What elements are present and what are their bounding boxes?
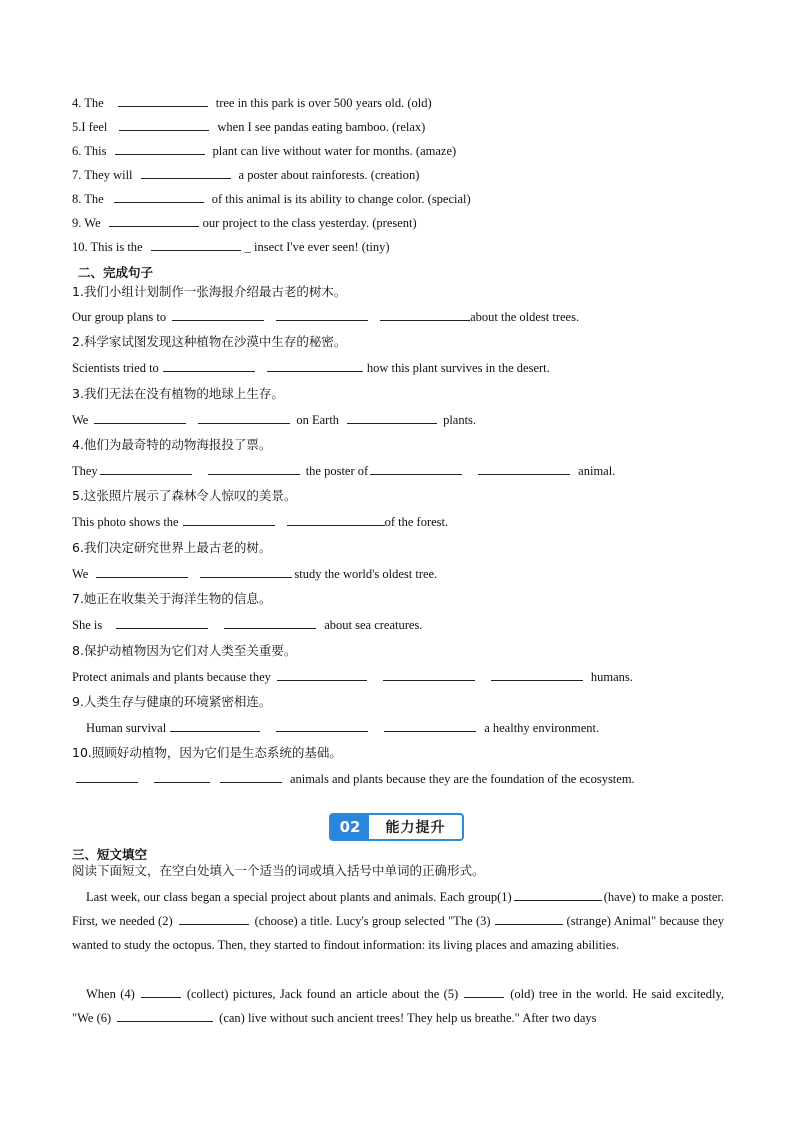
answer-blank[interactable] — [384, 719, 476, 732]
chinese-prompt: 6.我们决定研究世界上最古老的树。 — [72, 540, 272, 555]
answer-blank[interactable] — [380, 308, 470, 321]
sentence-line — [72, 719, 724, 737]
chinese-prompt: 4.他们为最奇特的动物海报投了票。 — [72, 437, 272, 452]
chinese-prompt: 8.保护动植物因为它们对人类至关重要。 — [72, 643, 297, 658]
sentence-line — [72, 462, 724, 480]
exercise-item — [72, 94, 724, 112]
answer-blank[interactable] — [76, 770, 138, 783]
item-prefix: 8. The — [72, 192, 104, 206]
exercise-item — [72, 214, 724, 232]
answer-blank[interactable] — [276, 308, 368, 321]
section-heading: 三、短文填空 — [72, 847, 148, 862]
answer-blank[interactable] — [151, 238, 241, 251]
item-prefix: 4. The — [72, 96, 104, 110]
answer-blank[interactable] — [118, 94, 208, 107]
answer-blank-6[interactable] — [117, 1009, 213, 1022]
answer-blank-5[interactable] — [464, 985, 504, 998]
sentence-line — [72, 770, 724, 788]
answer-blank-3[interactable] — [495, 912, 563, 925]
item-prefix: 10. This is the — [72, 240, 143, 254]
passage-text: (strange) Animal" because they wanted to study the octopus. Then, they started to findout information: its living places and amazing abilities. — [72, 914, 724, 952]
chinese-prompt: 5.这张照片展示了森林令人惊叹的美景。 — [72, 488, 297, 503]
exercise-item — [72, 118, 724, 136]
answer-blank[interactable] — [94, 411, 186, 424]
sentence-text: Human survival — [86, 721, 167, 735]
answer-blank[interactable] — [183, 513, 275, 526]
chinese-prompt: 10.照顾好动植物，因为它们是生态系统的基础。 — [72, 745, 342, 760]
sentence-text: Protect animals and plants because they — [72, 670, 271, 684]
badge-label: 能力提升 — [385, 820, 446, 836]
sentence-line — [72, 616, 724, 634]
answer-blank[interactable] — [163, 359, 255, 372]
sentence-text: We — [72, 413, 89, 427]
sentence-text: animal. — [578, 464, 616, 478]
exercise-item — [72, 190, 724, 208]
sentence-text: a healthy environment. — [484, 721, 600, 735]
answer-blank[interactable] — [114, 190, 204, 203]
passage-text: (collect) pictures, Jack found an article about the (5) — [186, 987, 459, 1001]
answer-blank[interactable] — [224, 616, 316, 629]
sentence-text: of the forest. — [384, 515, 449, 529]
answer-blank[interactable] — [370, 462, 462, 475]
answer-blank-2[interactable] — [179, 912, 249, 925]
passage-text: Last week, our class began a special project about plants and animals. Each group(1) — [86, 890, 512, 904]
section-badge — [329, 813, 464, 841]
sentence-line — [72, 565, 724, 583]
sentence-line — [72, 308, 724, 326]
sentence-text: She is — [72, 618, 103, 632]
answer-blank[interactable] — [141, 166, 231, 179]
answer-blank[interactable] — [100, 462, 192, 475]
sentence-text: the poster of — [305, 464, 369, 478]
chinese-prompt: 2.科学家试图发现这种植物在沙漠中生存的秘密。 — [72, 334, 347, 349]
answer-blank[interactable] — [115, 142, 205, 155]
sentence-text: study the world's oldest tree. — [294, 567, 438, 581]
item-prefix: 7. They will — [72, 168, 133, 182]
sentence-text: Scientists tried to — [72, 361, 159, 375]
answer-blank[interactable] — [383, 668, 475, 681]
answer-blank-1[interactable] — [514, 888, 602, 901]
answer-blank[interactable] — [96, 565, 188, 578]
answer-blank[interactable] — [276, 719, 368, 732]
answer-blank[interactable] — [154, 770, 210, 783]
chinese-prompt: 1.我们小组计划制作一张海报介绍最古老的树木。 — [72, 284, 347, 299]
instruction-text: 阅读下面短文，在空白处填入一个适当的词或填入括号中单词的正确形式。 — [72, 863, 485, 878]
sentence-text: animals and plants because they are the foundation of the ecosystem. — [290, 772, 635, 786]
passage-paragraph — [72, 885, 724, 957]
chinese-prompt: 7.她正在收集关于海洋生物的信息。 — [72, 591, 272, 606]
sentence-text: They — [72, 464, 98, 478]
answer-blank[interactable] — [347, 411, 437, 424]
badge-number: 02 — [331, 815, 369, 839]
exercise-item — [72, 142, 724, 160]
item-suffix: tree in this park is over 500 years old. (old) — [215, 96, 432, 110]
answer-blank[interactable] — [277, 668, 367, 681]
item-prefix: 5.I feel — [72, 120, 108, 134]
answer-blank[interactable] — [198, 411, 290, 424]
exercise-item — [72, 166, 724, 184]
answer-blank[interactable] — [109, 214, 199, 227]
item-suffix: our project to the class yesterday. (present) — [202, 216, 417, 230]
item-prefix: 9. We — [72, 216, 101, 230]
passage-text: (can) live without such ancient trees! They help us breathe." After two days — [219, 1011, 597, 1025]
answer-blank[interactable] — [491, 668, 583, 681]
answer-blank[interactable] — [478, 462, 570, 475]
answer-blank[interactable] — [208, 462, 300, 475]
item-suffix: plant can live without water for months. (amaze) — [212, 144, 457, 158]
item-suffix: _ insect I've ever seen! (tiny) — [244, 240, 390, 254]
sentence-text: about sea creatures. — [324, 618, 423, 632]
answer-blank[interactable] — [287, 513, 385, 526]
answer-blank[interactable] — [119, 118, 209, 131]
item-prefix: 6. This — [72, 144, 107, 158]
answer-blank[interactable] — [267, 359, 363, 372]
section-heading: 二、完成句子 — [78, 265, 154, 280]
sentence-text: about the oldest trees. — [470, 310, 580, 324]
sentence-text: Our group plans to — [72, 310, 167, 324]
answer-blank[interactable] — [116, 616, 208, 629]
answer-blank-4[interactable] — [141, 985, 181, 998]
sentence-text: humans. — [590, 670, 633, 684]
sentence-text: We — [72, 567, 89, 581]
passage-paragraph — [72, 982, 724, 1030]
sentence-text: This photo shows the — [72, 515, 179, 529]
answer-blank[interactable] — [172, 308, 264, 321]
sentence-text: how this plant survives in the desert. — [366, 361, 550, 375]
answer-blank[interactable] — [220, 770, 282, 783]
passage-text: When (4) — [86, 987, 135, 1001]
exercise-item — [72, 238, 724, 256]
sentence-line — [72, 359, 724, 377]
sentence-line — [72, 668, 724, 686]
passage-text: (have) to make a poster. First, we needed (2) — [72, 890, 725, 928]
answer-blank[interactable] — [200, 565, 292, 578]
chinese-prompt: 9.人类生存与健康的环境紧密相连。 — [72, 694, 272, 709]
sentence-text: plants. — [443, 413, 477, 427]
item-suffix: a poster about rainforests. (creation) — [238, 168, 420, 182]
item-suffix: when I see pandas eating bamboo. (relax) — [217, 120, 426, 134]
passage-text: (old) tree in the world. He said excitedly, "We (6) — [72, 987, 725, 1025]
sentence-text: on Earth — [296, 413, 340, 427]
chinese-prompt: 3.我们无法在没有植物的地球上生存。 — [72, 386, 284, 401]
passage-text: (choose) a title. Lucy's group selected "The (3) — [254, 914, 491, 928]
item-suffix: of this animal is its ability to change color. (special) — [211, 192, 471, 206]
sentence-line — [72, 513, 724, 531]
answer-blank[interactable] — [170, 719, 260, 732]
sentence-line — [72, 411, 724, 429]
